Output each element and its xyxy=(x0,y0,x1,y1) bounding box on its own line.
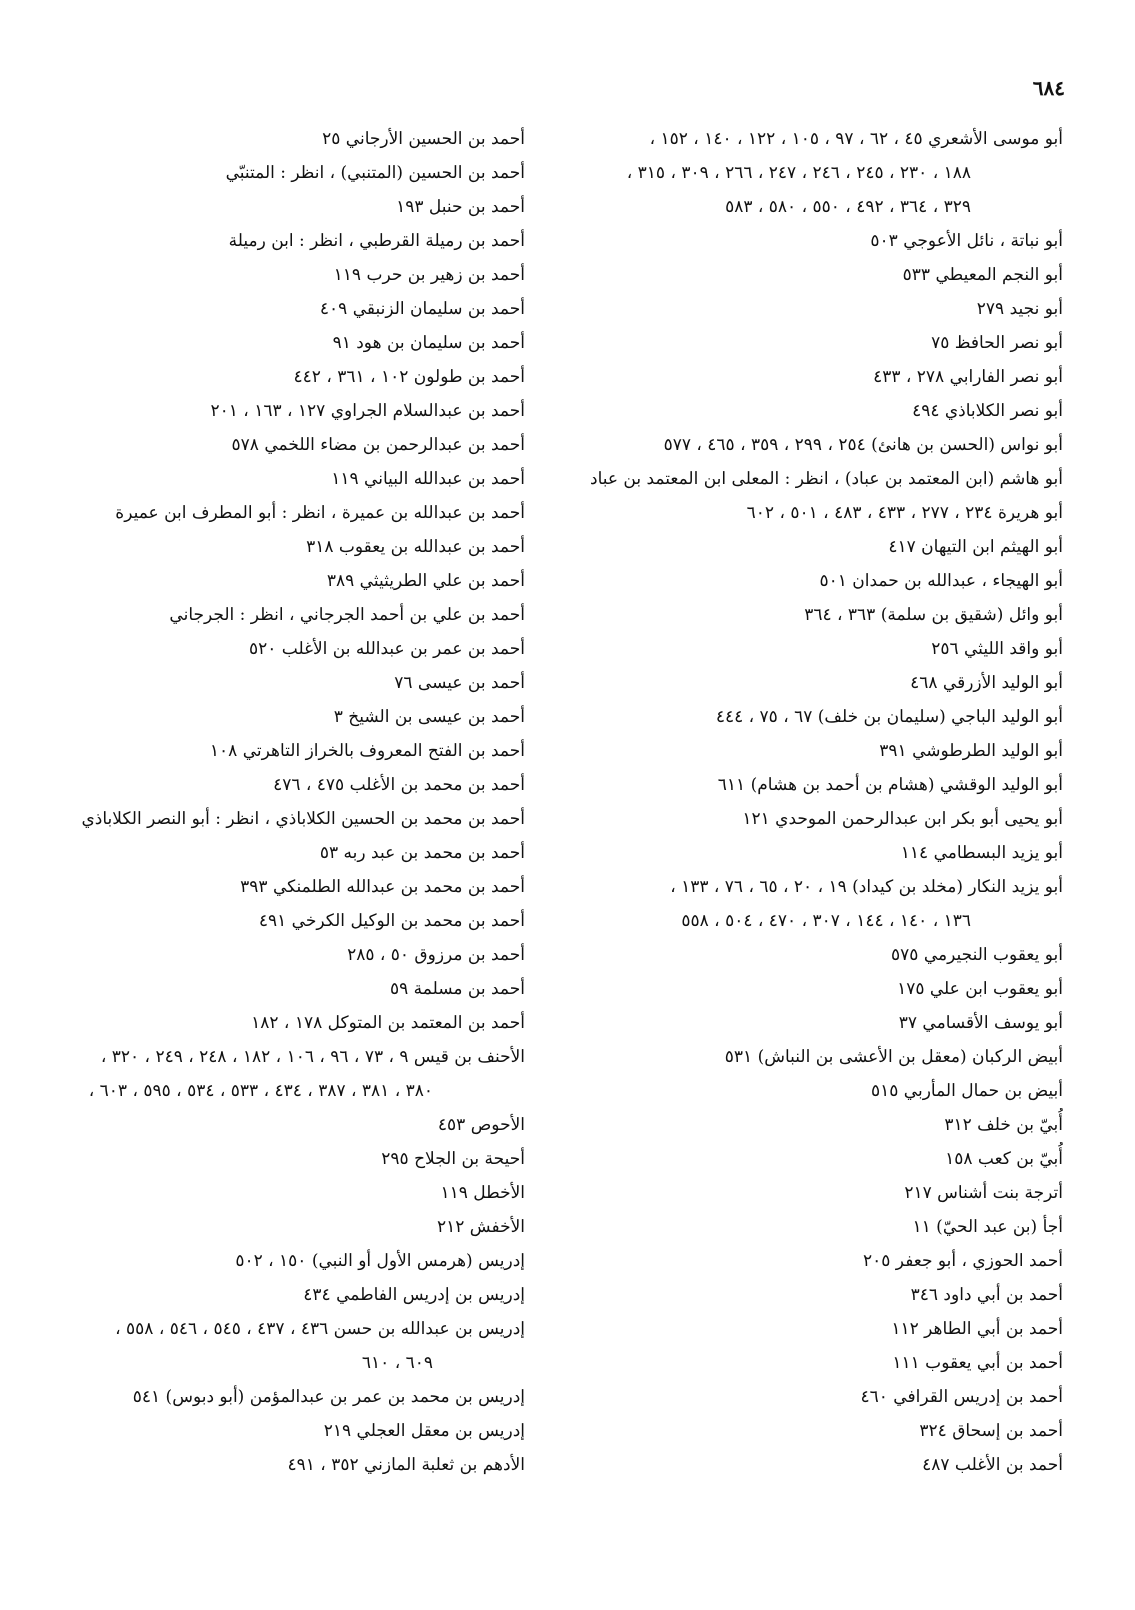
page-number: ٦٨٤ xyxy=(1032,76,1065,100)
index-entry-line: أبو الوليد الوقشي (هشام بن أحمد بن هشام) ٦١١ xyxy=(717,775,1063,795)
index-entry-line: أحمد بن سليمان الزنبقي ٤٠٩ xyxy=(319,299,525,319)
index-entry-line: أبو يوسف الأقسامي ٣٧ xyxy=(898,1013,1063,1033)
index-entry xyxy=(5,122,525,156)
index-entry-line: أحمد بن الحسين الأرجاني ٢٥ xyxy=(322,129,525,149)
index-entry xyxy=(543,258,1063,292)
index-entry xyxy=(5,1448,525,1482)
index-entry xyxy=(5,326,525,360)
index-entry-line: إدريس بن عبدالله بن حسن ٤٣٦ ، ٤٣٧ ، ٥٤٥ ، ٥٤٦ ، ٥٥٨ ، xyxy=(115,1319,525,1339)
index-entry xyxy=(5,734,525,768)
index-entry xyxy=(5,462,525,496)
index-column-left xyxy=(5,122,525,1482)
index-entry-line: أحمد بن الحسين (المتنبي) ، انظر : المتنبّي xyxy=(225,163,525,183)
index-entry-line: أبو يعقوب ابن علي ١٧٥ xyxy=(897,979,1063,999)
index-entry-line: أبو نواس (الحسن بن هانئ) ٢٥٤ ، ٢٩٩ ، ٣٥٩ ، ٤٦٥ ، ٥٧٧ xyxy=(663,435,1063,455)
index-entry-line: أبو هريرة ٢٣٤ ، ٢٧٧ ، ٤٣٣ ، ٤٨٣ ، ٥٠١ ، ٦٠٢ xyxy=(746,503,1063,523)
index-entry-line: أحمد بن المعتمد بن المتوكل ١٧٨ ، ١٨٢ xyxy=(251,1013,525,1033)
index-entry xyxy=(543,462,1063,496)
index-entry xyxy=(5,836,525,870)
index-entry-line: أحمد بن الأغلب ٤٨٧ xyxy=(922,1455,1063,1475)
index-entry xyxy=(543,1006,1063,1040)
index-entry xyxy=(543,1414,1063,1448)
index-entry-line: أبو نصر الحافظ ٧٥ xyxy=(931,333,1063,353)
index-entry-line: الأحنف بن قيس ٩ ، ٧٣ ، ٩٦ ، ١٠٦ ، ١٨٢ ، ٢٤٨ ، ٢٤٩ ، ٣٢٠ ، xyxy=(100,1047,525,1067)
index-entry-line: أحمد بن عبدالسلام الجراوي ١٢٧ ، ١٦٣ ، ٢٠١ xyxy=(210,401,525,421)
index-entry-line: أحمد بن الفتح المعروف بالخراز التاهرتي ١٠٨ xyxy=(209,741,525,761)
index-entry-continuation: ٦٠٩ ، ٦١٠ xyxy=(361,1353,433,1373)
index-entry xyxy=(5,632,525,666)
index-entry-line: أحمد بن محمد بن الوكيل الكرخي ٤٩١ xyxy=(258,911,525,931)
index-entry xyxy=(543,428,1063,462)
index-entry xyxy=(543,1278,1063,1312)
index-entry-line: أجأ (بن عبد الحيّ) ١١ xyxy=(912,1217,1063,1237)
index-entry-line: الأدهم بن ثعلبة المازني ٣٥٢ ، ٤٩١ xyxy=(287,1455,525,1475)
index-entry-line: إدريس بن معقل العجلي ٢١٩ xyxy=(323,1421,525,1441)
index-entry xyxy=(543,224,1063,258)
index-entry xyxy=(543,564,1063,598)
index-entry xyxy=(5,1312,525,1380)
index-entry xyxy=(543,292,1063,326)
index-entry-line: الأخفش ٢١٢ xyxy=(436,1217,525,1237)
index-entry xyxy=(543,530,1063,564)
index-entry xyxy=(5,1176,525,1210)
index-entry-line: أبو نباتة ، نائل الأعوجي ٥٠٣ xyxy=(870,231,1063,251)
index-entry xyxy=(5,802,525,836)
index-entry xyxy=(5,1142,525,1176)
index-entry-line: أحمد بن عبدالله بن عميرة ، انظر : أبو المطرف ابن عميرة xyxy=(115,503,525,523)
index-entry-line: إدريس (هرمس الأول أو النبي) ١٥٠ ، ٥٠٢ xyxy=(235,1251,525,1271)
index-entry xyxy=(5,1380,525,1414)
index-entry xyxy=(5,156,525,190)
index-entry-line: إدريس بن إدريس الفاطمي ٤٣٤ xyxy=(303,1285,525,1305)
index-entry xyxy=(543,394,1063,428)
index-entry-line: أبو يحيى أبو بكر ابن عبدالرحمن الموحدي ١٢١ xyxy=(742,809,1063,829)
index-entry-line: الأحوص ٤٥٣ xyxy=(437,1115,525,1135)
index-entry xyxy=(543,768,1063,802)
index-entry xyxy=(5,428,525,462)
index-entry-line: أحمد بن أبي داود ٣٤٦ xyxy=(910,1285,1063,1305)
index-entry-line: أحمد بن عبدالله البياني ١١٩ xyxy=(331,469,525,489)
index-entry xyxy=(543,836,1063,870)
index-entry-line: أُبيّ بن خلف ٣١٢ xyxy=(944,1115,1063,1135)
index-entry xyxy=(5,394,525,428)
index-entry xyxy=(5,360,525,394)
index-entry xyxy=(543,598,1063,632)
index-entry xyxy=(5,1006,525,1040)
index-entry xyxy=(5,938,525,972)
index-entry-line: أبو موسى الأشعري ٤٥ ، ٦٢ ، ٩٧ ، ١٠٥ ، ١٢٢ ، ١٤٠ ، ١٥٢ ، xyxy=(649,129,1063,149)
index-entry-line: أحمد بن زهير بن حرب ١١٩ xyxy=(333,265,525,285)
index-entry xyxy=(543,326,1063,360)
index-entry-line: أبو الوليد الطرطوشي ٣٩١ xyxy=(879,741,1063,761)
index-column-right xyxy=(543,122,1063,1482)
index-entry xyxy=(5,768,525,802)
index-entry-line: أبو الوليد الباجي (سليمان بن خلف) ٦٧ ، ٧٥ ، ٤٤٤ xyxy=(715,707,1063,727)
index-entry xyxy=(5,496,525,530)
index-entry xyxy=(5,1278,525,1312)
index-entry xyxy=(5,530,525,564)
index-entry-line: أحمد بن حنبل ١٩٣ xyxy=(396,197,525,217)
index-entry-line: أحيحة بن الجلاح ٢٩٥ xyxy=(381,1149,525,1169)
index-entry-line: إدريس بن محمد بن عمر بن عبدالمؤمن (أبو دبوس) ٥٤١ xyxy=(132,1387,525,1407)
index-entry-line: أحمد بن علي الطريثيثي ٣٨٩ xyxy=(326,571,525,591)
index-entry xyxy=(543,1040,1063,1074)
index-entry-line: أترجة بنت أشناس ٢١٧ xyxy=(904,1183,1063,1203)
index-entry-line: أبو الهيثم ابن التيهان ٤١٧ xyxy=(888,537,1063,557)
index-entry xyxy=(543,1448,1063,1482)
index-entry xyxy=(5,904,525,938)
index-entry xyxy=(5,292,525,326)
index-entry xyxy=(5,190,525,224)
index-entry xyxy=(5,1244,525,1278)
index-entry-line: أحمد بن محمد بن عبد ربه ٥٣ xyxy=(319,843,525,863)
index-entry-line: أحمد بن عيسى بن الشيخ ٣ xyxy=(333,707,525,727)
index-entry-line: أحمد بن مسلمة ٥٩ xyxy=(390,979,525,999)
index-entry-line: أبو الوليد الأزرقي ٤٦٨ xyxy=(910,673,1063,693)
index-entry xyxy=(543,360,1063,394)
index-entry-line: أبو نجيد ٢٧٩ xyxy=(976,299,1063,319)
index-entry xyxy=(543,496,1063,530)
index-entry xyxy=(543,802,1063,836)
index-entry xyxy=(5,870,525,904)
index-entry xyxy=(5,224,525,258)
index-entry xyxy=(543,700,1063,734)
index-entry xyxy=(543,666,1063,700)
index-entry xyxy=(5,598,525,632)
index-entry xyxy=(543,632,1063,666)
index-entry xyxy=(5,666,525,700)
index-entry-line: أبيض بن حمال المأربي ٥١٥ xyxy=(871,1081,1063,1101)
index-entry-line: أحمد بن طولون ١٠٢ ، ٣٦١ ، ٤٤٢ xyxy=(293,367,525,387)
index-entry-line: أحمد بن أبي يعقوب ١١١ xyxy=(892,1353,1063,1373)
index-entry xyxy=(5,1040,525,1108)
index-entry-line: أحمد الحوزي ، أبو جعفر ٢٠٥ xyxy=(863,1251,1063,1271)
index-entry-line: أبو يعقوب النجيرمي ٥٧٥ xyxy=(891,945,1063,965)
index-entry-line: أحمد بن عمر بن عبدالله بن الأغلب ٥٢٠ xyxy=(248,639,525,659)
index-entry xyxy=(543,1176,1063,1210)
index-entry-line: أحمد بن سليمان بن هود ٩١ xyxy=(332,333,525,353)
index-entry xyxy=(543,122,1063,224)
index-entry xyxy=(5,564,525,598)
index-entry-line: أبيض الركبان (معقل بن الأعشى بن النباش) ٥٣١ xyxy=(724,1047,1063,1067)
index-entry xyxy=(5,1210,525,1244)
index-entry-line: أحمد بن محمد بن الحسين الكلاباذي ، انظر : أبو النصر الكلاباذي xyxy=(81,809,525,829)
index-entry-line: أبو الهيجاء ، عبدالله بن حمدان ٥٠١ xyxy=(819,571,1063,591)
index-entry-line: أُبيّ بن كعب ١٥٨ xyxy=(945,1149,1063,1169)
index-entry xyxy=(543,870,1063,938)
index-entry-line: أحمد بن عيسى ٧٦ xyxy=(394,673,525,693)
index-entry xyxy=(543,1210,1063,1244)
index-entry-line: أبو نصر الفارابي ٢٧٨ ، ٤٣٣ xyxy=(873,367,1063,387)
index-entry-line: أحمد بن محمد بن الأغلب ٤٧٥ ، ٤٧٦ xyxy=(273,775,525,795)
index-entry xyxy=(543,1380,1063,1414)
index-entry xyxy=(5,1108,525,1142)
index-entry xyxy=(543,1142,1063,1176)
index-entry xyxy=(543,1312,1063,1346)
index-entry-continuation: ٣٨٠ ، ٣٨١ ، ٣٨٧ ، ٤٣٤ ، ٥٣٣ ، ٥٣٤ ، ٥٩٥ ، ٦٠٣ ، xyxy=(88,1081,433,1101)
index-entry-line: أبو واقد الليثي ٢٥٦ xyxy=(931,639,1063,659)
index-entry-continuation: ٣٢٩ ، ٣٦٤ ، ٤٩٢ ، ٥٥٠ ، ٥٨٠ ، ٥٨٣ xyxy=(725,197,971,217)
index-entry-line: أحمد بن إسحاق ٣٢٤ xyxy=(919,1421,1063,1441)
index-entry xyxy=(5,700,525,734)
index-entry-line: أحمد بن عبدالله بن يعقوب ٣١٨ xyxy=(306,537,525,557)
index-entry-line: أحمد بن عبدالرحمن بن مضاء اللخمي ٥٧٨ xyxy=(231,435,525,455)
index-entry xyxy=(543,1244,1063,1278)
index-entry-line: أبو وائل (شقيق بن سلمة) ٣٦٣ ، ٣٦٤ xyxy=(804,605,1063,625)
index-entry-line: أحمد بن علي بن أحمد الجرجاني ، انظر : الجرجاني xyxy=(169,605,525,625)
index-entry xyxy=(5,1414,525,1448)
index-entry-line: الأخطل ١١٩ xyxy=(440,1183,525,1203)
index-entry-line: أبو هاشم (ابن المعتمد بن عباد) ، انظر : المعلى ابن المعتمد بن عباد xyxy=(590,469,1063,489)
index-entry-line: أحمد بن إدريس القرافي ٤٦٠ xyxy=(860,1387,1063,1407)
index-entry xyxy=(543,1074,1063,1108)
index-entry-line: أحمد بن مرزوق ٥٠ ، ٢٨٥ xyxy=(347,945,525,965)
index-entry-continuation: ١٨٨ ، ٢٣٠ ، ٢٤٥ ، ٢٤٦ ، ٢٤٧ ، ٢٦٦ ، ٣٠٩ ، ٣١٥ ، xyxy=(626,163,971,183)
index-entry xyxy=(543,972,1063,1006)
index-entry xyxy=(543,734,1063,768)
index-entry xyxy=(543,938,1063,972)
index-entry-line: أبو يزيد النكار (مخلد بن كيداد) ١٩ ، ٢٠ ، ٦٥ ، ٧٦ ، ١٣٣ ، xyxy=(670,877,1063,897)
index-entry-line: أبو يزيد البسطامي ١١٤ xyxy=(900,843,1063,863)
index-entry xyxy=(5,258,525,292)
index-entry-line: أحمد بن رميلة القرطبي ، انظر : ابن رميلة xyxy=(228,231,525,251)
index-entry-line: أحمد بن محمد بن عبدالله الطلمنكي ٣٩٣ xyxy=(240,877,525,897)
index-entry xyxy=(543,1346,1063,1380)
index-entry-line: أبو النجم المعيطي ٥٣٣ xyxy=(902,265,1063,285)
index-entry-continuation: ١٣٦ ، ١٤٠ ، ١٤٤ ، ٣٠٧ ، ٤٧٠ ، ٥٠٤ ، ٥٥٨ xyxy=(681,911,971,931)
index-entry xyxy=(543,1108,1063,1142)
index-entry xyxy=(5,972,525,1006)
index-entry-line: أحمد بن أبي الطاهر ١١٢ xyxy=(891,1319,1063,1339)
index-entry-line: أبو نصر الكلاباذي ٤٩٤ xyxy=(912,401,1063,421)
